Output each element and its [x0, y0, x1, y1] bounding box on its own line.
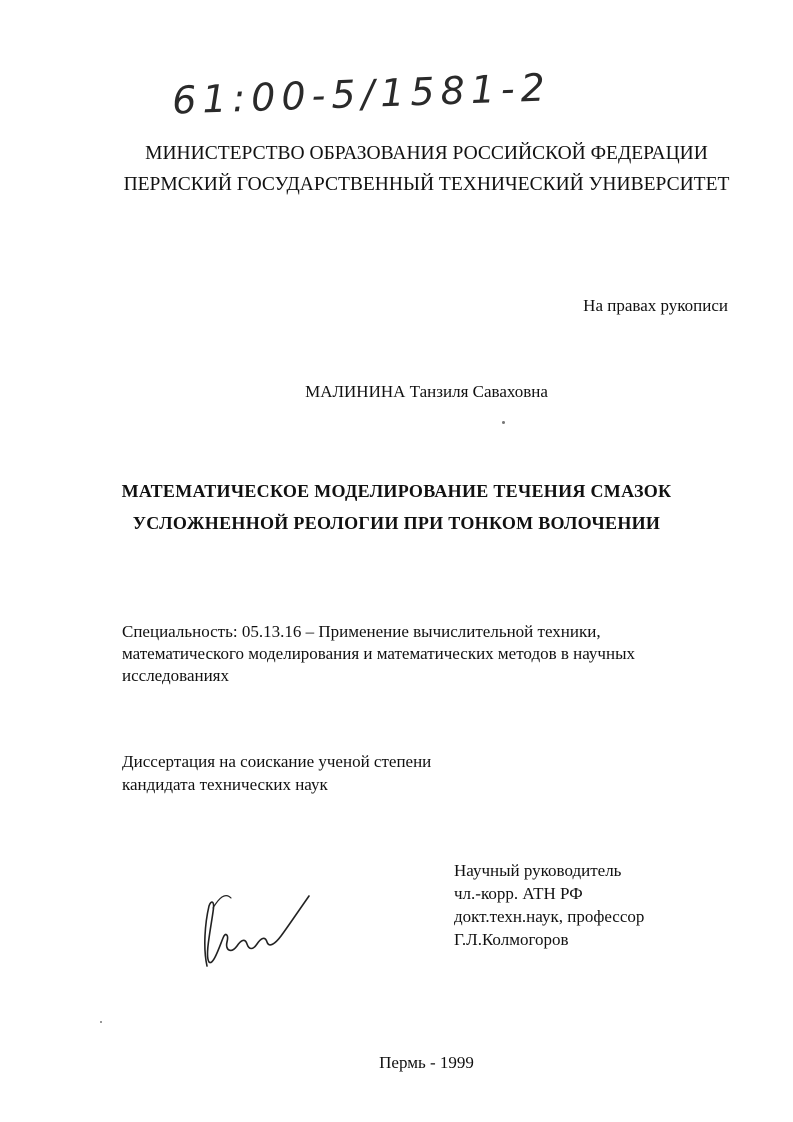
- supervisor-name: Г.Л.Колмогоров: [454, 930, 569, 949]
- thesis-title-line-1: МАТЕМАТИЧЕСКОЕ МОДЕЛИРОВАНИЕ ТЕЧЕНИЯ СМАЗОК: [121, 481, 672, 501]
- specialty-line-2: математического моделирования и математических методов в научных: [122, 644, 635, 663]
- city-year: Пермь - 1999: [379, 1053, 474, 1072]
- thesis-title-line-2: УСЛОЖНЕННОЙ РЕОЛОГИИ ПРИ ТОНКОМ ВОЛОЧЕНИИ: [132, 513, 661, 533]
- handwritten-signature: [195, 878, 325, 978]
- supervisor-role: Научный руководитель: [454, 861, 622, 880]
- specialty-line-3: исследованиях: [122, 666, 230, 685]
- handwritten-archive-code: 61:00-5/1581-2: [171, 65, 552, 123]
- scan-speck: [100, 1021, 102, 1023]
- dissertation-degree-block: [122, 750, 431, 796]
- manuscript-rights-note: На правах рукописи: [583, 296, 728, 315]
- university-heading: ПЕРМСКИЙ ГОСУДАРСТВЕННЫЙ ТЕХНИЧЕСКИЙ УНИВЕРСИТЕТ: [123, 174, 730, 195]
- supervisor-block: [454, 859, 644, 951]
- ministry-heading: МИНИСТЕРСТВО ОБРАЗОВАНИЯ РОССИЙСКОЙ ФЕДЕРАЦИИ: [145, 143, 708, 164]
- author-name: МАЛИНИНА Танзиля Саваховна: [305, 382, 548, 401]
- supervisor-title-2: докт.техн.наук, профессор: [454, 907, 645, 926]
- dissertation-line-2: кандидата технических наук: [122, 775, 328, 794]
- specialty-block: [122, 621, 722, 687]
- scan-speck: [502, 421, 505, 424]
- specialty-line-1: Специальность: 05.13.16 – Применение вычислительной техники,: [122, 622, 601, 641]
- supervisor-title-1: чл.-корр. АТН РФ: [454, 884, 583, 903]
- dissertation-line-1: Диссертация на соискание ученой степени: [122, 752, 432, 771]
